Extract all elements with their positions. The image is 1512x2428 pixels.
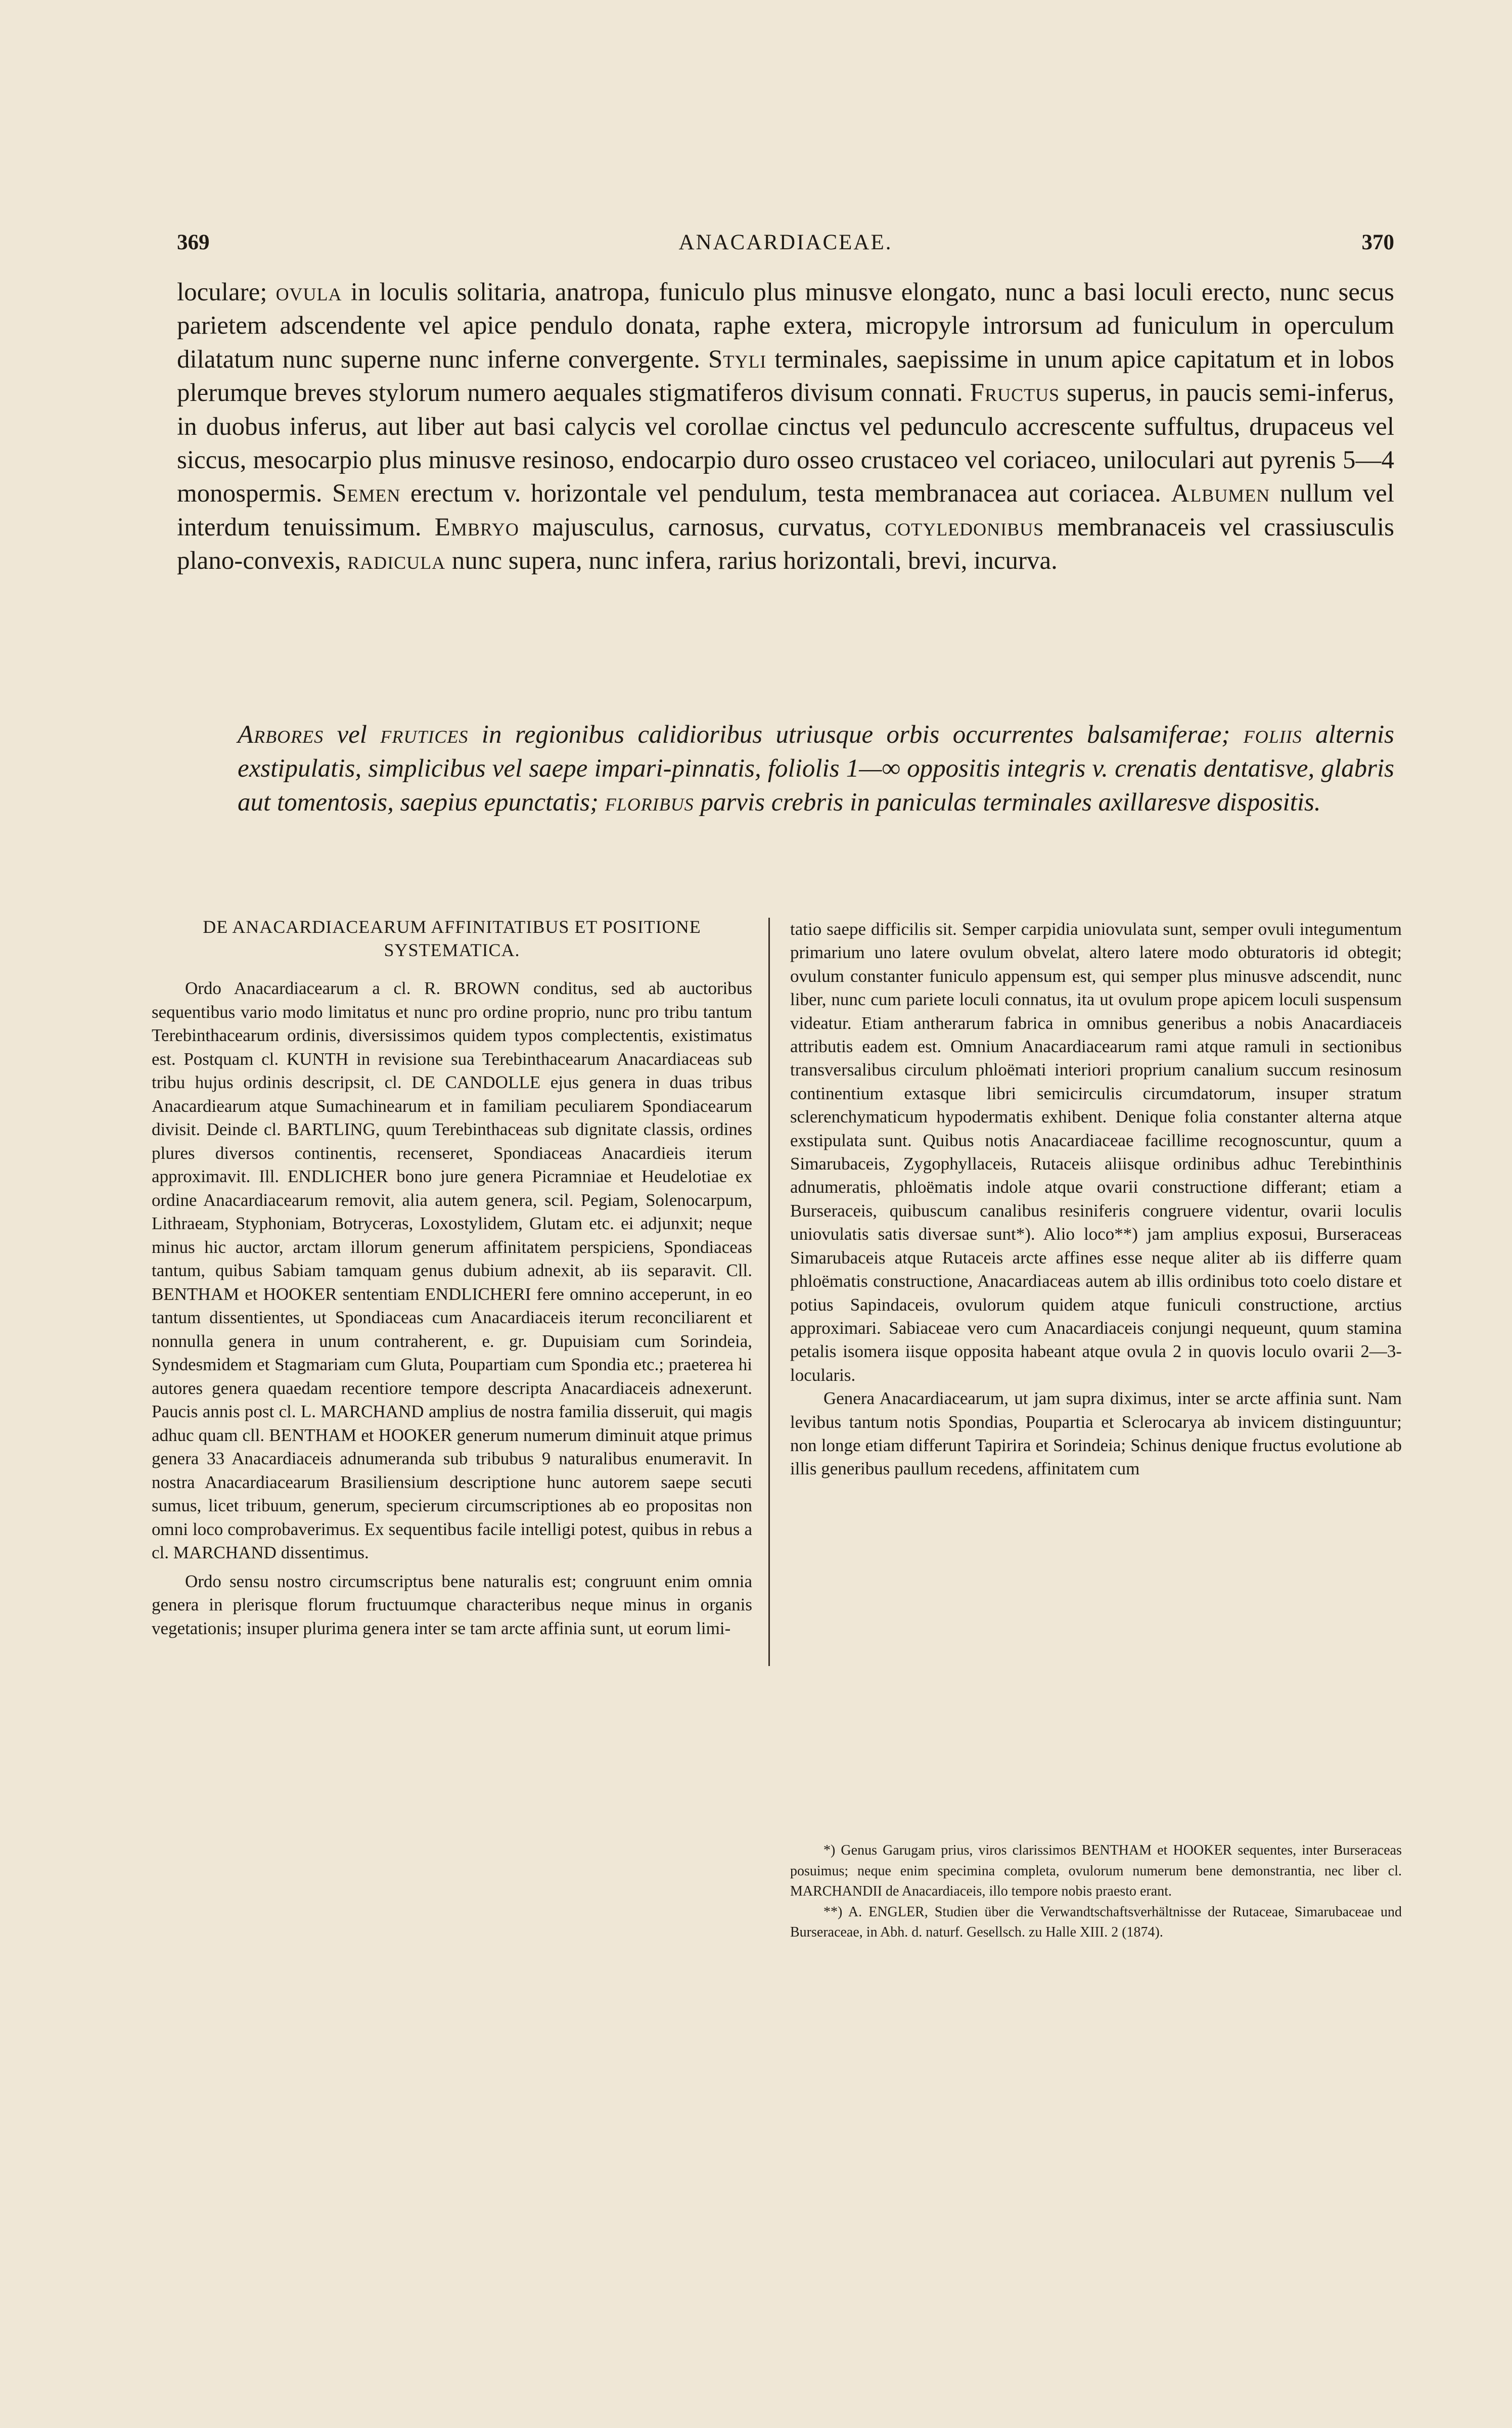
section-heading: DE ANACARDIACEARUM AFFINITATIBUS ET POSITIONE SYSTEMATICA.	[203, 917, 701, 960]
intro-run: majusculus, carnosus, curvatus,	[519, 513, 885, 542]
running-header	[177, 230, 1394, 265]
intro-text	[177, 276, 1394, 578]
intro-run: Semen	[332, 479, 401, 508]
intro-run: nullum vel interdum tenuissimum.	[177, 479, 1394, 542]
habit-run: Arbores	[238, 721, 324, 749]
intro-run: Fructus	[970, 379, 1060, 408]
intro-run: cotyledonibus	[885, 513, 1044, 542]
intro-run: erectum v. horizontale vel pendulum, testa membranacea aut coriacea.	[400, 479, 1171, 508]
intro-run: in loculis solitaria, anatropa, funiculo plus minusve elongato, nunc a basi loculi erecto, nunc secus parietem adscendente vel apice pendulo donata, raphe extera, micropyle introrsum ad funiculum in operculum dilatatum nunc superne nunc inferne convergente.	[177, 278, 1394, 374]
habit-run: in regionibus calidioribus utriusque orbis occurrentes balsamiferae;	[468, 721, 1244, 749]
habit-run: foliis	[1243, 721, 1302, 749]
right-paragraph-2: Genera Anacardiacearum, ut jam supra diximus, inter se arcte affinia sunt. Nam levibus tantum notis Spondias, Poupartia et Sclerocarya ab invicem distinguuntur; non longe etiam differunt Tapirira et Sorindeia; Schinus denique fructus evolutione ab illis generibus paullum recedens, affinitatem cum	[790, 1388, 1402, 1479]
intro-run: terminales, saepissime in unum apice capitatum et in lobos plerumque breves stylorum numero aequales stigmatiferos divisum connati.	[177, 345, 1394, 408]
intro-run: ovula	[276, 278, 342, 306]
footnote-2: **) A. ENGLER, Studien über die Verwandtschaftsverhältnisse der Rutaceae, Simarubaceae und Burseraceae, in Abh. d. naturf. Gesellsch. zu Halle XIII. 2 (1874).	[790, 1904, 1402, 1940]
habit-run: floribus	[605, 788, 694, 817]
habit-paragraph	[238, 718, 1394, 820]
right-column	[790, 918, 1402, 1481]
intro-run: superus, in paucis semi-inferus, in duobus inferus, aut liber aut basi calycis vel corollae cinctus vel pedunculo accrescente suffultus, drupaceus vel siccus, mesocarpio plus minusve resinoso, endocarpio duro osseo crustaceo vel coriaceo, uniloculari aut pyrenis 5—4 monospermis.	[177, 379, 1394, 508]
habit-run: frutices	[380, 721, 469, 749]
left-paragraph-2: Ordo sensu nostro circumscriptus bene naturalis est; congruunt enim omnia genera in plerisque florum fructuumque characteribus neque minus in organis vegetationis; insuper plurima genera inter se tam arcte affinia sunt, ut eorum limi-	[152, 1571, 752, 1638]
intro-run: Styli	[708, 345, 767, 374]
left-column	[152, 915, 752, 1640]
habit-run: parvis crebris in paniculas terminales axillaresve dispositis.	[694, 788, 1321, 817]
intro-run: membranaceis vel crassiusculis plano-convexis,	[177, 513, 1394, 575]
habit-run: vel	[324, 721, 381, 749]
habit-run: alternis exstipulatis, simplicibus vel saepe impari-pinnatis, foliolis 1—∞ oppositis integris v. crenatis dentatisve, glabris aut tomentosis, saepius epunctatis;	[238, 721, 1394, 817]
footnote-1: *) Genus Garugam prius, viros clarissimos BENTHAM et HOOKER sequentes, inter Burseraceas posuimus; neque enim specimina completa, ovulorum numerum bene demonstrantia, nec liber cl. MARCHANDII de Anacardiaceis, illo tempore nobis praesto erant.	[790, 1842, 1402, 1899]
intro-run: nunc supera, nunc infera, rarius horizontali, brevi, incurva.	[445, 547, 1058, 575]
left-paragraph-1: Ordo Anacardiacearum a cl. R. BROWN conditus, sed ab auctoribus sequentibus vario modo limitatus et nunc pro ordine proprio, nunc pro tribu tantum Terebinthacearum ordinis, diversissimos quidem typos complectentis, existimatus est. Postquam cl. KUNTH in revisione sua Terebinthacearum Anacardiaceas sub tribu hujus ordinis descripsit, cl. DE CANDOLLE ejus genera in duas tribus Anacardiearum atque Sumachinearum et in familiam peculiarem Spondiacearum divisit. Deinde cl. BARTLING, quum Terebinthaceas sub dignitate classis, ordines plures diversos continentis, recenseret, Spondiaceas Anacardieis iterum approximavit. Ill. ENDLICHER bono jure genera Picramniae et Heudelotiae ex ordine Anacardiacearum removit, alia autem genera, scil. Pegiam, Solenocarpum, Lithraeam, Styphoniam, Botryceras, Loxostylidem, Glutam etc. ei adjunxit; neque minus hic auctor, arctam illorum generum affinitatem perspiciens, Spondiaceas tantum, quibus Sabiam tamquam genus dubium adnexit, ab iis separavit. Cll. BENTHAM et HOOKER sententiam ENDLICHERI fere omnino acceperunt, in eo tantum dissentientes, ut Spondiaceas cum Anacardiaceis iterum reconciliarent et nonnulla genera in unum contraherent, e. gr. Dupuisiam cum Sorindeia, Syndesmidem et Stagmariam cum Gluta, Poupartiam cum Spondia etc.; praeterea hi autores genera quaedam recentiore tempore descripta Anacardiaceis adnexerunt. Paucis annis post cl. L. MARCHAND amplius de nostra familia disseruit, qui magis adhuc quam cll. BENTHAM et HOOKER generum numerum diminuit atque primus genera 33 Anacardiaceis adnumeranda sub tribubus 9 naturalibus enumeravit. In nostra Anacardiacearum Brasiliensium descriptione hunc autorem saepe secuti sumus, licet tribuum, generum, specierum circumscriptiones ab eo propositas non omni loco comprobaverimus. Ex sequentibus facile intelligi potest, quibus in rebus a cl. MARCHAND dissentimus.	[152, 978, 752, 1562]
right-paragraph-1: tatio saepe difficilis sit. Semper carpidia uniovulata sunt, semper ovuli integumentum primarium uno latere ovulum obvelat, altero latere modo obturatoris id obtegit; ovulum constanter funiculo appensum est, qui semper plus minusve adscendit, nunc liber, nunc cum pariete loculi connatus, ita ut ovulum prope apicem loculi suspensum videatur. Etiam antherarum fabrica in omnibus generibus a nobis Anacardiaceis attributis eadem est. Omnium Anacardiacearum rami atque ramuli in sectionibus transversalibus circulum phloëmati interiori proprium canalium succum resinosum continentium extasque libri semicirculis circumdatorum, insuper stratum sclerenchymaticum hypodermatis exhibent. Denique folia constanter alterna atque exstipulata sunt. Quibus notis Anacardiaceae facillime recognoscuntur, quum a Simarubaceis, Zygophyllaceis, Rutaceis aliisque ordinibus adhuc Terebinthinis adnumeratis, phloëmatis indole atque ovarii constructione differant; etiam a Burseraceis, quibuscum canalibus resiniferis congruere videntur, ovarii loculis uniovulatis satis diversae sunt*). Alio loco**) jam amplius exposui, Burseraceas Simarubaceis atque Rutaceis arcte affines esse neque aliter ab iis differre quam phloëmatis constructione, Anacardiaceas autem ab illis ordinibus toto coelo distare et potius Sapindaceis, ovulorum quidem atque funiculi constructione, arctius approximari. Sabiaceae vero cum Anacardiaceis conjungi nequeunt, quum stamina petalis isomera iisque opposita habeant atque ovula 2 in quovis loculo ovarii 2—3-locularis.	[790, 919, 1402, 1385]
intro-paragraph	[177, 276, 1394, 578]
footnotes	[790, 1840, 1402, 1943]
column-divider	[768, 918, 770, 1666]
intro-run: radicula	[347, 547, 446, 575]
habit-text	[238, 718, 1394, 820]
intro-run: Albumen	[1171, 479, 1270, 508]
running-title: ANACARDIACEAE.	[678, 231, 893, 254]
intro-run: loculare;	[177, 278, 276, 306]
intro-run: Embryo	[434, 513, 519, 542]
right-page-number: 370	[1361, 231, 1394, 254]
left-page-number: 369	[177, 231, 210, 254]
